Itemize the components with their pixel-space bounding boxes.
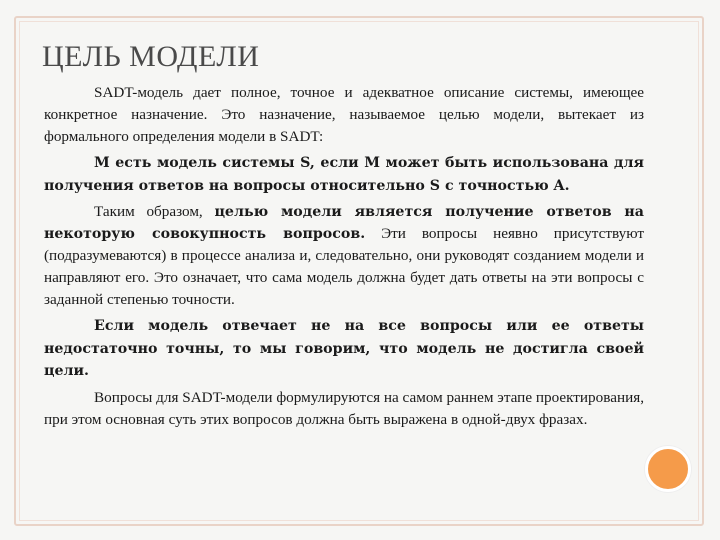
decorative-orange-circle xyxy=(645,446,691,492)
paragraph-model-goal-rest: Эти вопросы неявно присутствуют (подразумеваются) в процессе анализа и, следовательно, они руководят созданием модели и направляют его. Это означает, что сама модель должна будет дать ответы на эти вопросы с заданной степенью точности. xyxy=(44,225,644,308)
paragraph-model-goal-emphasis: целью модели является получение ответов на некоторую совокупность вопросов. xyxy=(44,204,644,242)
paragraph-formal-definition: M есть модель системы S, если M может быть использована для получения ответов на вопросы относительно S с точностью A. xyxy=(44,155,644,194)
paragraph-goal-not-reached: Если модель отвечает не на все вопросы или ее ответы недостаточно точны, то мы говорим, что модель не достигла своей цели. xyxy=(44,318,644,379)
paragraph-model-goal xyxy=(44,201,644,311)
slide-body xyxy=(44,82,644,435)
paragraph-definition-intro: SADT-модель дает полное, точное и адекватное описание системы, имеющее конкретное назначение. Это назначение, называемое целью модели, вытекает из формального определения модели в SADT: xyxy=(44,84,644,145)
paragraph-questions-formulation: Вопросы для SADT-модели формулируются на самом раннем этапе проектирования, при этом основная суть этих вопросов должна быть выражена в одной-двух фразах. xyxy=(44,388,644,428)
paragraph-model-goal-lead: Таким образом, xyxy=(94,203,215,220)
slide-title: ЦЕЛЬ МОДЕЛИ xyxy=(42,40,260,73)
